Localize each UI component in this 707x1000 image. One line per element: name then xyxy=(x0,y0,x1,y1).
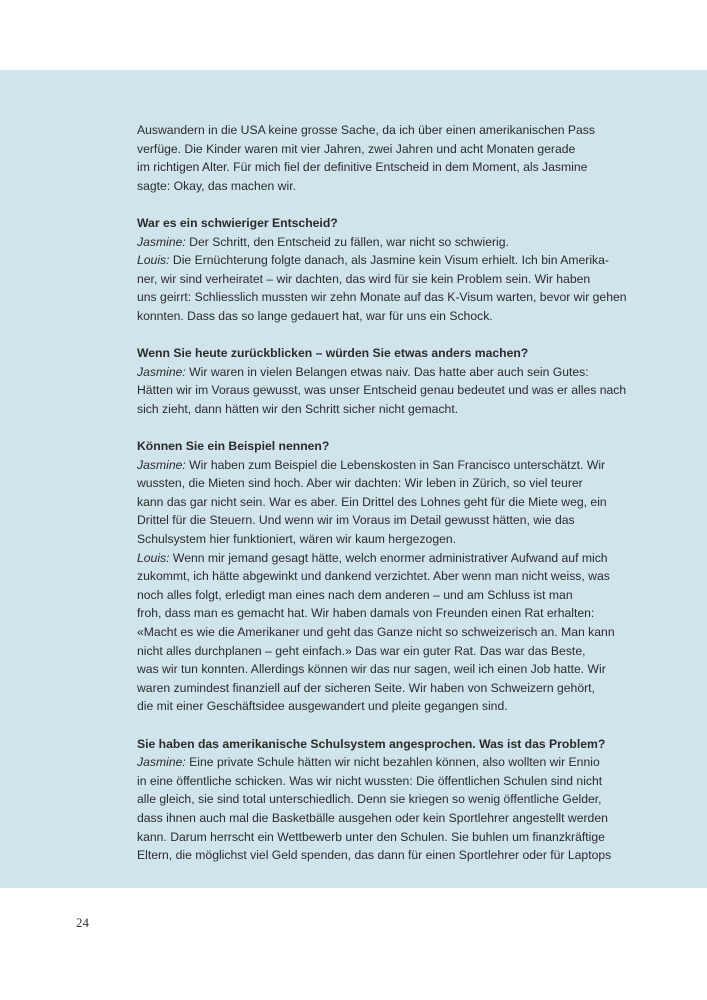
text-line: konnten. Dass das so lange gedauert hat, war für uns ein Schock. xyxy=(137,308,493,323)
text-line: verfüge. Die Kinder waren mit vier Jahren, zwei Jahren und acht Monaten gerade xyxy=(137,141,576,156)
text-line: Eltern, die möglichst viel Geld spenden, das dann für einen Sportlehrer oder für Laptops xyxy=(137,848,612,863)
answer-line xyxy=(137,456,617,475)
text-line: ner, wir sind verheiratet – wir dachten, das wird für sie kein Problem sein. Wir haben xyxy=(137,271,591,286)
text-line: kann. Darum herrscht ein Wettbewerb unter den Schulen. Sie buhlen um finanzkräftige xyxy=(137,829,605,844)
speaker-label: Jasmine: xyxy=(137,364,186,379)
text-line: im richtigen Alter. Für mich fiel der definitive Entscheid in dem Moment, als Jasmine xyxy=(137,160,588,175)
answer-text: Wir waren in vielen Belangen etwas naiv. Das hatte aber auch sein Gutes: xyxy=(189,364,589,379)
qa-section xyxy=(137,735,617,865)
answer-text: Der Schritt, den Entscheid zu fällen, war nicht so schwierig. xyxy=(189,234,509,249)
text-line: dass ihnen auch mal die Basketbälle ausgehen oder kein Sportlehrer angestellt werden xyxy=(137,810,608,825)
speaker-label: Louis: xyxy=(137,550,170,565)
qa-section xyxy=(137,437,617,716)
text-line: Auswandern in die USA keine grosse Sache, da ich über einen amerikanischen Pass xyxy=(137,123,595,137)
answer-text: Wenn mir jemand gesagt hätte, welch enormer administrativer Aufwand auf mich xyxy=(172,550,608,565)
text-line: waren zumindest finanziell auf der sicheren Seite. Wir haben von Schweizern gehört, xyxy=(137,680,595,695)
text-line: die mit einer Geschäftsidee ausgewandert und pleite gegangen sind. xyxy=(137,699,508,714)
text-line: Schulsystem hier funktioniert, wären wir kaum hergezogen. xyxy=(137,532,457,547)
answer-text: Die Ernüchterung folgte danach, als Jasmine kein Visum erhielt. Ich bin Amerika- xyxy=(172,253,609,268)
answer-text: Wir haben zum Beispiel die Lebenskosten in San Francisco unterschätzt. Wir xyxy=(189,457,606,472)
answer-line xyxy=(137,363,617,382)
question-heading: War es ein schwieriger Entscheid? xyxy=(137,215,338,230)
article-body xyxy=(137,121,627,865)
text-line: uns geirrt: Schliesslich mussten wir zehn Monate auf das K-Visum warten, bevor wir gehen xyxy=(137,290,627,305)
text-line: sagte: Okay, das machen wir. xyxy=(137,178,296,193)
text-line: zukommt, ich hätte abgewinkt und dankend verzichtet. Aber wenn man nicht weiss, was xyxy=(137,569,610,584)
intro-paragraph xyxy=(137,121,617,195)
speaker-label: Jasmine: xyxy=(137,457,186,472)
answer-line xyxy=(137,233,617,252)
text-line: Drittel für die Steuern. Und wenn wir im Voraus im Detail gewusst hätten, wie das xyxy=(137,513,575,528)
text-line: froh, dass man es gemacht hat. Wir haben damals von Freunden einen Rat erhalten: xyxy=(137,606,595,621)
qa-section xyxy=(137,214,627,326)
text-line: in eine öffentliche schicken. Was wir nicht wussten: Die öffentlichen Schulen sind nicht xyxy=(137,773,603,788)
answer-line xyxy=(137,549,617,568)
text-line: was wir tun konnten. Allerdings können wir das nur sagen, weil ich einen Job hatte. Wir xyxy=(137,662,606,677)
qa-section xyxy=(137,344,627,418)
text-line: wussten, die Mieten sind hoch. Aber wir dachten: Wir leben in Zürich, so viel teurer xyxy=(137,476,583,491)
question-heading: Können Sie ein Beispiel nennen? xyxy=(137,439,330,454)
answer-line xyxy=(137,251,617,270)
text-line: «Macht es wie die Amerikaner und geht das Ganze nicht so schweizerisch an. Man kann xyxy=(137,625,615,640)
speaker-label: Louis: xyxy=(137,253,170,268)
answer-text: Eine private Schule hätten wir nicht bezahlen können, also wollten wir Ennio xyxy=(189,755,600,770)
question-heading: Sie haben das amerikanische Schulsystem angesprochen. Was ist das Problem? xyxy=(137,736,606,751)
question-heading: Wenn Sie heute zurückblicken – würden Sie etwas anders machen? xyxy=(137,346,529,361)
page-number: 24 xyxy=(76,915,89,930)
speaker-label: Jasmine: xyxy=(137,755,186,770)
answer-line xyxy=(137,753,617,772)
speaker-label: Jasmine: xyxy=(137,234,186,249)
text-line: sich zieht, dann hätten wir den Schritt sicher nicht gemacht. xyxy=(137,401,459,416)
text-line: alle gleich, sie sind total unterschiedlich. Denn sie kriegen so wenig öffentliche Gelder, xyxy=(137,792,602,807)
text-line: Hätten wir im Voraus gewusst, was unser Entscheid genau bedeutet und was er alles nach xyxy=(137,383,627,398)
text-line: kann das gar nicht sein. War es aber. Ein Drittel des Lohnes geht für die Miete weg, ein xyxy=(137,494,607,509)
text-line: nicht alles durchplanen – geht einfach.» Das war ein guter Rat. Das war das Beste, xyxy=(137,643,586,658)
text-line: noch alles folgt, erledigt man eines nach dem anderen – und am Schluss ist man xyxy=(137,587,573,602)
